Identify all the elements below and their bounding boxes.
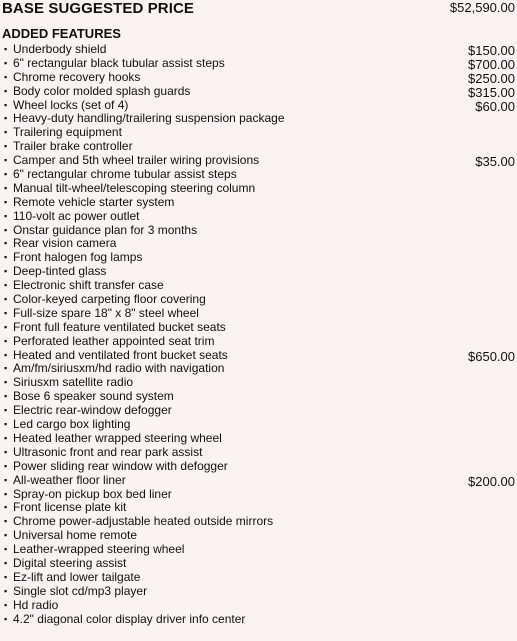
feature-name: Leather-wrapped steering wheel [13,542,185,557]
feature-name: Trailer brake controller [13,139,133,154]
feature-name: Digital steering assist [13,555,127,570]
feature-name: Electric rear-window defogger [13,403,172,418]
bullet-icon: ▪ [4,557,8,568]
feature-name: Ultrasonic front and rear park assist [13,444,203,459]
feature-name: Power sliding rear window with defogger [13,458,228,473]
feature-name: Front halogen fog lamps [13,250,143,265]
added-features-title: ADDED FEATURES [2,26,121,41]
bullet-icon: ▪ [4,516,8,527]
feature-name: Heated and ventilated front bucket seats [13,347,228,362]
feature-row [0,224,517,238]
feature-row [0,335,517,349]
bullet-icon: ▪ [4,280,8,291]
bullet-icon: ▪ [4,321,8,332]
feature-row [0,362,517,376]
feature-row [0,613,517,627]
bullet-icon: ▪ [4,474,8,485]
bullet-icon: ▪ [4,307,8,318]
base-price-value: $52,590.00 [449,0,515,15]
feature-name: 4.2" diagonal color display driver info center [13,611,246,626]
feature-price: $250.00 [468,70,515,86]
feature-name: Camper and 5th wheel trailer wiring provisions [13,153,260,168]
feature-row [0,168,517,182]
bullet-icon: ▪ [4,613,8,624]
bullet-icon: ▪ [4,196,8,207]
base-price-row [0,0,517,20]
feature-name: Am/fm/siriusxm/hd radio with navigation [13,361,225,376]
bullet-icon: ▪ [4,113,8,124]
feature-name: Perforated leather appointed seat trim [13,333,215,348]
bullet-icon: ▪ [4,460,8,471]
feature-price: $200.00 [468,473,515,489]
bullet-icon: ▪ [4,432,8,443]
feature-row [0,432,517,446]
feature-row [0,307,517,321]
bullet-icon: ▪ [4,266,8,277]
feature-row [0,404,517,418]
feature-name: Body color molded splash guards [13,83,191,98]
feature-price: $60.00 [475,98,515,114]
feature-row [0,57,517,71]
bullet-icon: ▪ [4,405,8,416]
bullet-icon: ▪ [4,335,8,346]
feature-row [0,210,517,224]
feature-row [0,557,517,571]
bullet-icon: ▪ [4,585,8,596]
feature-row [0,529,517,543]
feature-name: Color-keyed carpeting floor covering [13,292,206,307]
feature-row [0,599,517,613]
bullet-icon: ▪ [4,419,8,430]
bullet-icon: ▪ [4,502,8,513]
feature-row [0,390,517,404]
feature-row [0,99,517,113]
features-list [0,43,517,626]
feature-row [0,251,517,265]
feature-name: Hd radio [13,597,59,612]
feature-row [0,488,517,502]
bullet-icon: ▪ [4,224,8,235]
feature-row [0,585,517,599]
feature-row [0,321,517,335]
feature-name: Rear vision camera [13,236,117,251]
feature-name: 6" rectangular chrome tubular assist steps [13,167,237,182]
feature-name: Spray-on pickup box bed liner [13,486,172,501]
feature-name: Front license plate kit [13,500,127,515]
bullet-icon: ▪ [4,169,8,180]
feature-row [0,293,517,307]
feature-row [0,265,517,279]
feature-name: Manual tilt-wheel/telescoping steering column [13,180,256,195]
feature-row [0,376,517,390]
feature-name: Front full feature ventilated bucket seats [13,319,226,334]
feature-row [0,126,517,140]
feature-row [0,237,517,251]
bullet-icon: ▪ [4,57,8,68]
feature-name: Full-size spare 18" x 8" steel wheel [13,305,199,320]
feature-row [0,154,517,168]
feature-price: $700.00 [468,56,515,72]
feature-row [0,140,517,154]
bullet-icon: ▪ [4,71,8,82]
bullet-icon: ▪ [4,294,8,305]
feature-name: Remote vehicle starter system [13,194,175,209]
bullet-icon: ▪ [4,238,8,249]
feature-row [0,182,517,196]
feature-name: Wheel locks (set of 4) [13,97,129,112]
bullet-icon: ▪ [4,571,8,582]
feature-row [0,501,517,515]
feature-name: Bose 6 speaker sound system [13,389,174,404]
bullet-icon: ▪ [4,85,8,96]
bullet-icon: ▪ [4,363,8,374]
bullet-icon: ▪ [4,488,8,499]
feature-name: Single slot cd/mp3 player [13,583,148,598]
base-price-label: BASE SUGGESTED PRICE [2,0,195,17]
feature-name: All-weather floor liner [13,472,126,487]
bullet-icon: ▪ [4,599,8,610]
bullet-icon: ▪ [4,99,8,110]
feature-name: Led cargo box lighting [13,417,131,432]
feature-name: Ez-lift and lower tailgate [13,569,141,584]
feature-name: Universal home remote [13,528,138,543]
bullet-icon: ▪ [4,530,8,541]
feature-row [0,279,517,293]
bullet-icon: ▪ [4,349,8,360]
feature-price: $315.00 [468,84,515,100]
bullet-icon: ▪ [4,446,8,457]
feature-row [0,460,517,474]
bullet-icon: ▪ [4,182,8,193]
bullet-icon: ▪ [4,44,8,54]
feature-row [0,474,517,488]
bullet-icon: ▪ [4,544,8,555]
feature-row [0,196,517,210]
feature-row [0,418,517,432]
feature-name: Electronic shift transfer case [13,278,164,293]
feature-row [0,43,517,57]
feature-name: 6" rectangular black tubular assist steps [13,55,225,70]
bullet-icon: ▪ [4,210,8,221]
feature-name: Siriusxm satellite radio [13,375,134,390]
bullet-icon: ▪ [4,127,8,138]
feature-row [0,85,517,99]
feature-name: Chrome power-adjustable heated outside mirrors [13,514,274,529]
feature-name: 110-volt ac power outlet [13,208,140,223]
feature-price: $35.00 [475,154,515,170]
feature-price: $650.00 [468,348,515,364]
feature-row [0,543,517,557]
feature-name: Chrome recovery hooks [13,69,141,84]
feature-row [0,71,517,85]
feature-price: $150.00 [468,43,515,58]
feature-row [0,515,517,529]
bullet-icon: ▪ [4,391,8,402]
feature-name: Onstar guidance plan for 3 months [13,222,198,237]
feature-name: Heavy-duty handling/trailering suspension package [13,111,285,126]
feature-name: Heated leather wrapped steering wheel [13,430,222,445]
feature-name: Deep-tinted glass [13,264,107,279]
bullet-icon: ▪ [4,155,8,166]
feature-row [0,349,517,363]
feature-row [0,446,517,460]
bullet-icon: ▪ [4,377,8,388]
bullet-icon: ▪ [4,141,8,152]
bullet-icon: ▪ [4,252,8,263]
feature-name: Underbody shield [13,42,107,56]
feature-row [0,112,517,126]
feature-row [0,571,517,585]
feature-name: Trailering equipment [13,125,122,140]
